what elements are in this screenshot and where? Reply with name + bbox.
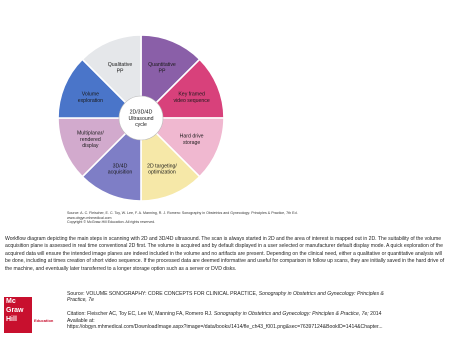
cycle-wheel xyxy=(58,35,224,201)
figure-description: Workflow diagram depicting the main steps in scanning with 2D and 3D/4D ultrasound. The scan is always started in 2D and the area of interest is mapped out in 2D. The suitability of the volume acquisition plane is assessed in real time conventional 2D first. The volume is acquired and by default displayed in a user selected or manufacturer default display mode. A quick exploration of the acquired data will ensure the intended image planes are indeed included in the volume and no artifacts are present. Depending on the clinical need, either a qualitative or quantitative analysis will be done, including at times creation of short video sequence. If the processed data are deemed informative and useful for comparison in follow up scans, they are initially saved in the hard drive of the machine, and eventually later transferred to a longer storage option such as a server or DVD disks. xyxy=(5,236,445,272)
wedge-label-key-framed-video: Key framed video sequence xyxy=(173,91,210,104)
wedge-label-qualitative-pp: Qualitative PP xyxy=(107,62,133,75)
mcgraw-hill-logo xyxy=(4,297,32,333)
center-label: 2D/3D/4D Ultrasound cycle xyxy=(128,109,154,128)
citation-title: Sonography in Obstetrics and Gynecology: Principles & Practice, 7e; xyxy=(213,311,369,317)
source-line xyxy=(67,291,397,304)
figure-source-line1: Source: A. C. Fleischer, E. C. Toy, W. Lee, F. A. Manning, R. J. Romero: Sonography in Obstetrics and Gynecology: Principles & Practice, 7th Ed. xyxy=(67,211,298,215)
figure-source xyxy=(67,211,387,225)
logo-subtitle: Education xyxy=(34,318,54,323)
figure-source-line3: Copyright © McGraw-Hill Education. All rights reserved. xyxy=(67,220,156,225)
figure-source-line2: www.obgyn.mhmedical.com xyxy=(67,215,112,220)
citation-url[interactable]: https://obgyn.mhmedical.com/DownloadImage.aspx?image=/data/books/1414/fle_ch43_f001.png&sec=76397124&BookID=1414&Chapter... xyxy=(67,324,383,331)
source-title: Sonography in Obstetrics and Gynecology: Principles & Practice, 7e xyxy=(67,291,384,304)
logo-line-3: Hill xyxy=(6,316,17,323)
citation xyxy=(67,311,447,331)
source-prefix: Source: VOLUME SONOGRAPHY: CORE CONCEPTS FOR CLINICAL PRACTICE, xyxy=(67,291,258,297)
wedge-label-hard-drive-storage: Hard drive storage xyxy=(179,133,204,146)
wedge-label-2d-targeting: 2D targeting/ optimization xyxy=(147,163,177,176)
wedge-label-volume-exploration: Volume exploration xyxy=(77,91,104,104)
logo-line-2: Graw xyxy=(6,307,24,314)
citation-prefix: Citation: Fleischer AC, Toy EC, Lee W, Manning FA, Romero RJ. xyxy=(67,311,213,317)
citation-year: 2014 xyxy=(370,311,382,317)
wedge-label-multiplanar-rendered: Multiplanar/ rendered display xyxy=(76,130,104,149)
wedge-label-3d-4d-acquisition: 3D/4D acquisition xyxy=(107,163,133,176)
logo-line-1: Mc xyxy=(6,298,16,305)
citation-available: Available at: xyxy=(67,317,95,324)
wedge-label-quantitative-pp: Quantitative PP xyxy=(148,62,176,75)
